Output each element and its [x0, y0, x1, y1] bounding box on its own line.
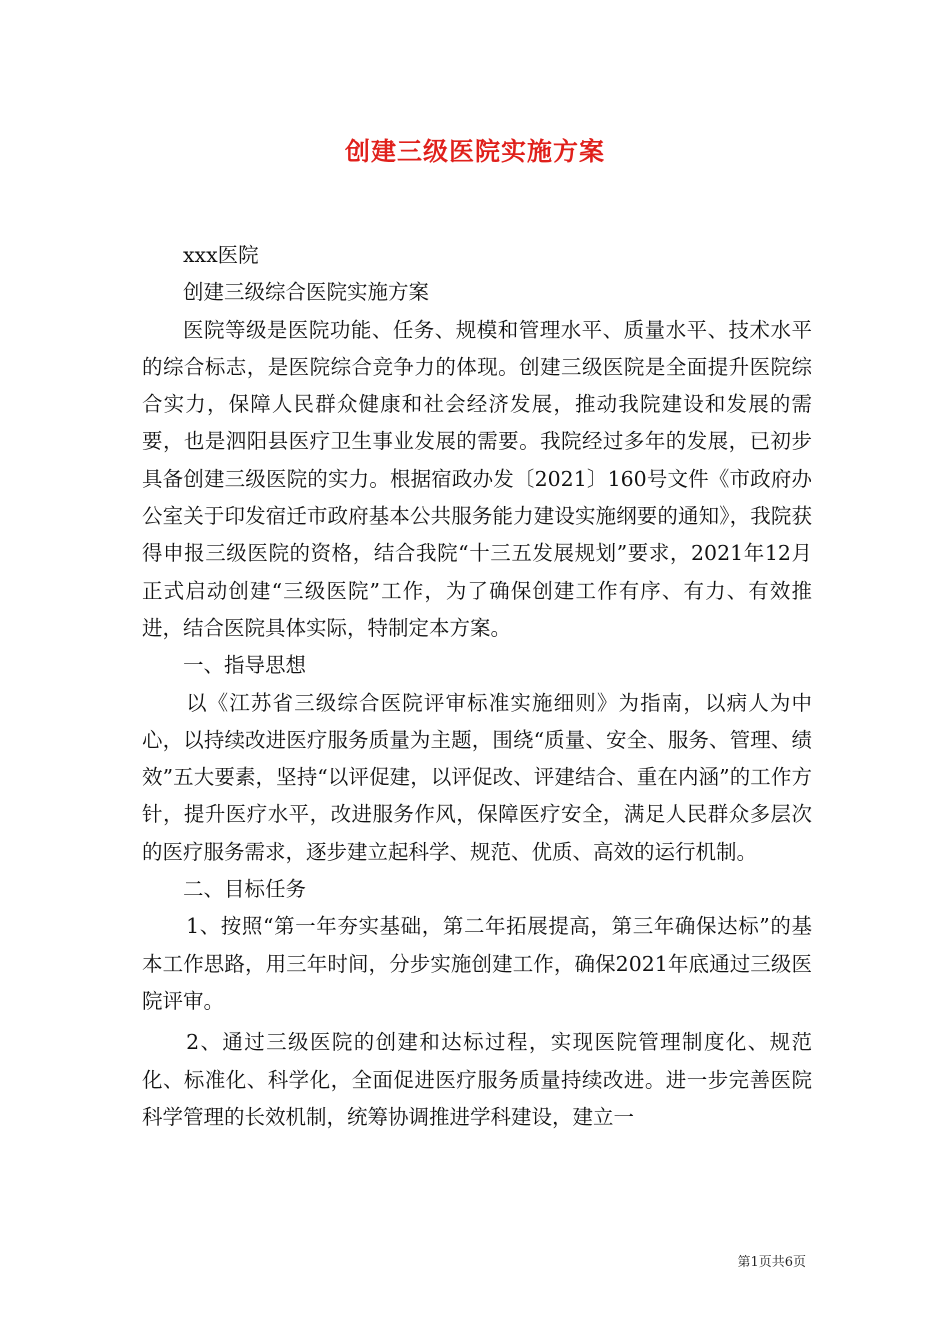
hospital-name: xxx医院 — [183, 243, 259, 267]
intro-paragraph: 医院等级是医院功能、任务、规模和管理水平、质量水平、技术水平的综合标志，是医院综合竞争力的体现。创建三级医院是全面提升医院综合实力，保障人民群众健康和社会经济发展，推动我院建设和发展的需要，也是泗阳县医疗卫生事业发展的需要。我院经过多年的发展，已初步具备创建三级医院的实力。根据宿政办发〔2021〕160号文件《市政府办公室关于印发宿迁市政府基本公共服务能力建设实施纲要的通知》，我院获得申报三级医院的资格，结合我院“十三五发展规划”要求，2021年12月正式启动创建“三级医院”工作，为了确保创建工作有序、有力、有效推进，结合医院具体实际，特制定本方案。 — [142, 317, 812, 640]
document-title: 创建三级医院实施方案 — [344, 137, 605, 166]
guiding-ideology-paragraph: 以《江苏省三级综合医院评审标准实施细则》为指南，以病人为中心，以持续改进医疗服务质量为主题，围绕“质量、安全、服务、管理、绩效”五大要素，坚持“以评促建，以评促改、评建结合、重在内涵”的工作方针，提升医疗水平，改进服务作风，保障医疗安全，满足人民群众多层次的医疗服务需求，逐步建立起科学、规范、优质、高效的运行机制。 — [142, 690, 812, 864]
goal-item-2: 2、通过三级医院的创建和达标过程，实现医院管理制度化、规范化、标准化、科学化，全面促进医疗服务质量持续改进。进一步完善医院科学管理的长效机制，统筹协调推进学科建设，建立一 — [142, 1030, 812, 1129]
document-body — [142, 237, 812, 1136]
goal-item-1: 1、按照“第一年夯实基础，第二年拓展提高，第三年确保达标”的基本工作思路，用三年时间，分步实施创建工作，确保2021年底通过三级医院评审。 — [142, 914, 812, 1013]
section-heading-goals: 二、目标任务 — [183, 877, 306, 902]
plan-subtitle: 创建三级综合医院实施方案 — [183, 280, 429, 305]
page-number-footer: 第1页共6页 — [737, 1255, 806, 1270]
section-heading-guiding-ideology: 一、指导思想 — [183, 653, 306, 678]
